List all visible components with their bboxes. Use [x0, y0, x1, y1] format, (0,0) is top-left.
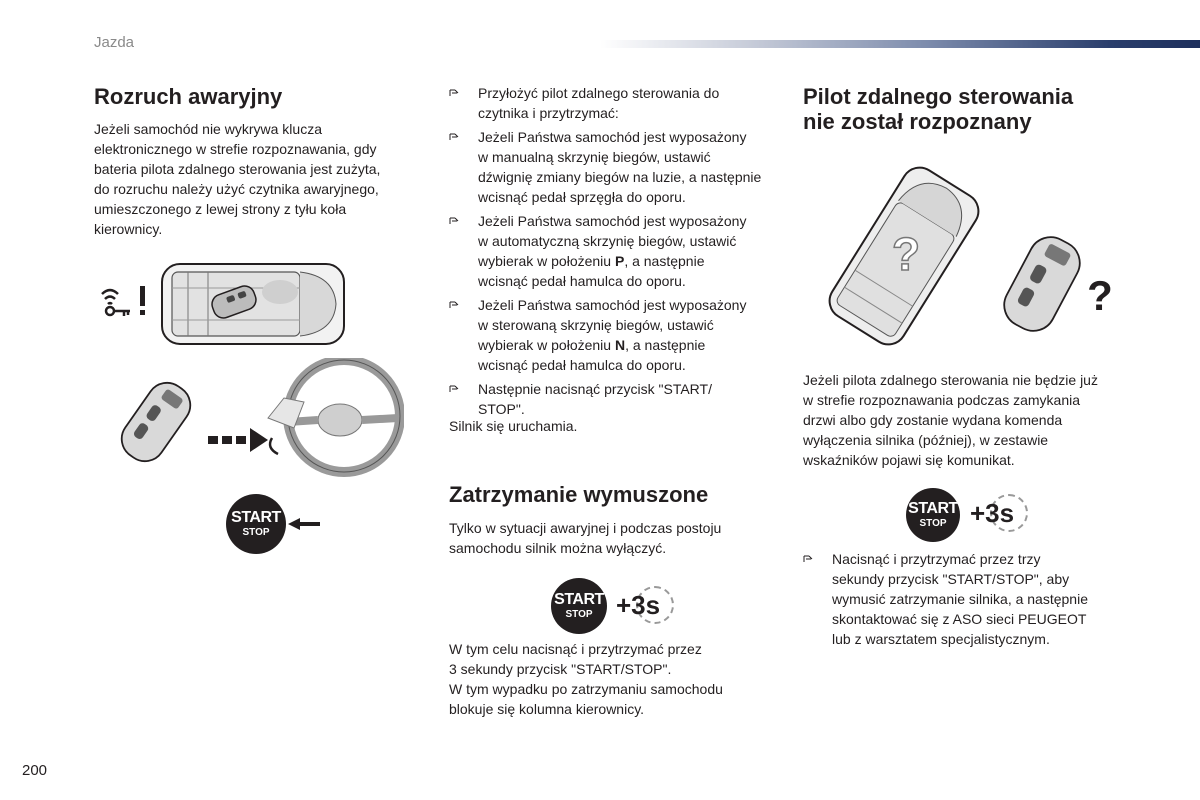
remote-not-recognized-intro: Jeżeli pilota zdalnego sterowania nie będzie już w strefie rozpoznawania podczas zamykania drzwi albo gdy zostanie wydana komenda wyłączenia silnika (później), w zestawie wskaźników pojawi się komunikat.	[803, 372, 1098, 468]
list-item: Jeżeli Państwa samochód jest wyposażony w sterowaną skrzynię biegów, ustawić wybierak w położeniu N, a następnie wcisnąć pedał hamulca do oporu.	[449, 295, 789, 375]
hand-pointer-icon	[449, 132, 459, 142]
list-item: Jeżeli Państwa samochód jest wyposażony w automatyczną skrzynię biegów, ustawić wybierak w położeniu P, a następnie wcisnąć pedał hamulca do oporu.	[449, 211, 789, 291]
list-item: Nacisnąć i przytrzymać przez trzy sekundy przycisk "START/STOP", aby wymusić zatrzymanie silnika, a następnie skontaktować się z ASO sieci PEUGEOT lub z warsztatem specjalistycznym.	[803, 549, 1143, 649]
arrow-left-icon	[286, 516, 322, 532]
hand-pointer-icon	[803, 554, 813, 564]
page-number: 200	[22, 762, 48, 779]
car-angled-illustration	[816, 158, 992, 354]
start-stop-button-icon: START STOP	[906, 488, 960, 542]
key-reader-steering-illustration	[108, 358, 404, 486]
hand-pointer-icon	[449, 88, 459, 98]
car-top-view-illustration	[158, 258, 348, 350]
forced-stop-outro: W tym celu nacisnąć i przytrzymać przez 3 sekundy przycisk "START/STOP". W tym wypadku po zatrzymaniu samochodu blokuje się kolumna kierownicy.	[449, 641, 723, 717]
start-stop-button-icon: START STOP	[226, 494, 286, 554]
section-title-remote-not-recognized: Pilot zdalnego sterowania nie został rozpoznany	[803, 84, 1074, 134]
remote-not-recognized-steps	[803, 549, 1143, 653]
key-warning-icon	[96, 280, 152, 320]
question-mark: ?	[891, 228, 921, 280]
emergency-start-steps	[449, 83, 789, 423]
section-title-emergency-start: Rozruch awaryjny	[94, 84, 283, 109]
hand-pointer-icon	[449, 384, 459, 394]
list-item: Następnie nacisnąć przycisk "START/ STOP".	[449, 379, 789, 419]
emergency-start-intro: Jeżeli samochód nie wykrywa klucza elektronicznego w strefie rozpoznawania, gdy bateria pilota zdalnego sterowania jest zużyta, do rozruchu należy użyć czytnika awaryjnego, umieszczonego z lewej strony z tyłu koła kierownicy.	[94, 121, 381, 237]
hand-pointer-icon	[449, 216, 459, 226]
hold-3s-icon: +3s	[616, 590, 674, 624]
section-label: Jazda	[94, 34, 135, 51]
start-stop-button-icon: START STOP	[551, 578, 607, 634]
list-item: Jeżeli Państwa samochód jest wyposażony w manualną skrzynię biegów, ustawić dźwignię zmiany biegów na luzie, a następnie wcisnąć pedał sprzęgła do oporu.	[449, 127, 789, 207]
hold-3s-icon: +3s	[970, 498, 1028, 532]
key-fob-illustration	[1000, 224, 1124, 348]
hand-pointer-icon	[449, 300, 459, 310]
header-gradient-bar	[600, 40, 1200, 48]
engine-starts-text: Silnik się uruchamia.	[449, 418, 578, 434]
forced-stop-intro: Tylko w sytuacji awaryjnej i podczas postoju samochodu silnik można wyłączyć.	[449, 520, 722, 556]
list-item: Przyłożyć pilot zdalnego sterowania do czytnika i przytrzymać:	[449, 83, 789, 123]
section-title-forced-stop: Zatrzymanie wymuszone	[449, 482, 709, 507]
question-mark: ?	[1087, 272, 1113, 319]
